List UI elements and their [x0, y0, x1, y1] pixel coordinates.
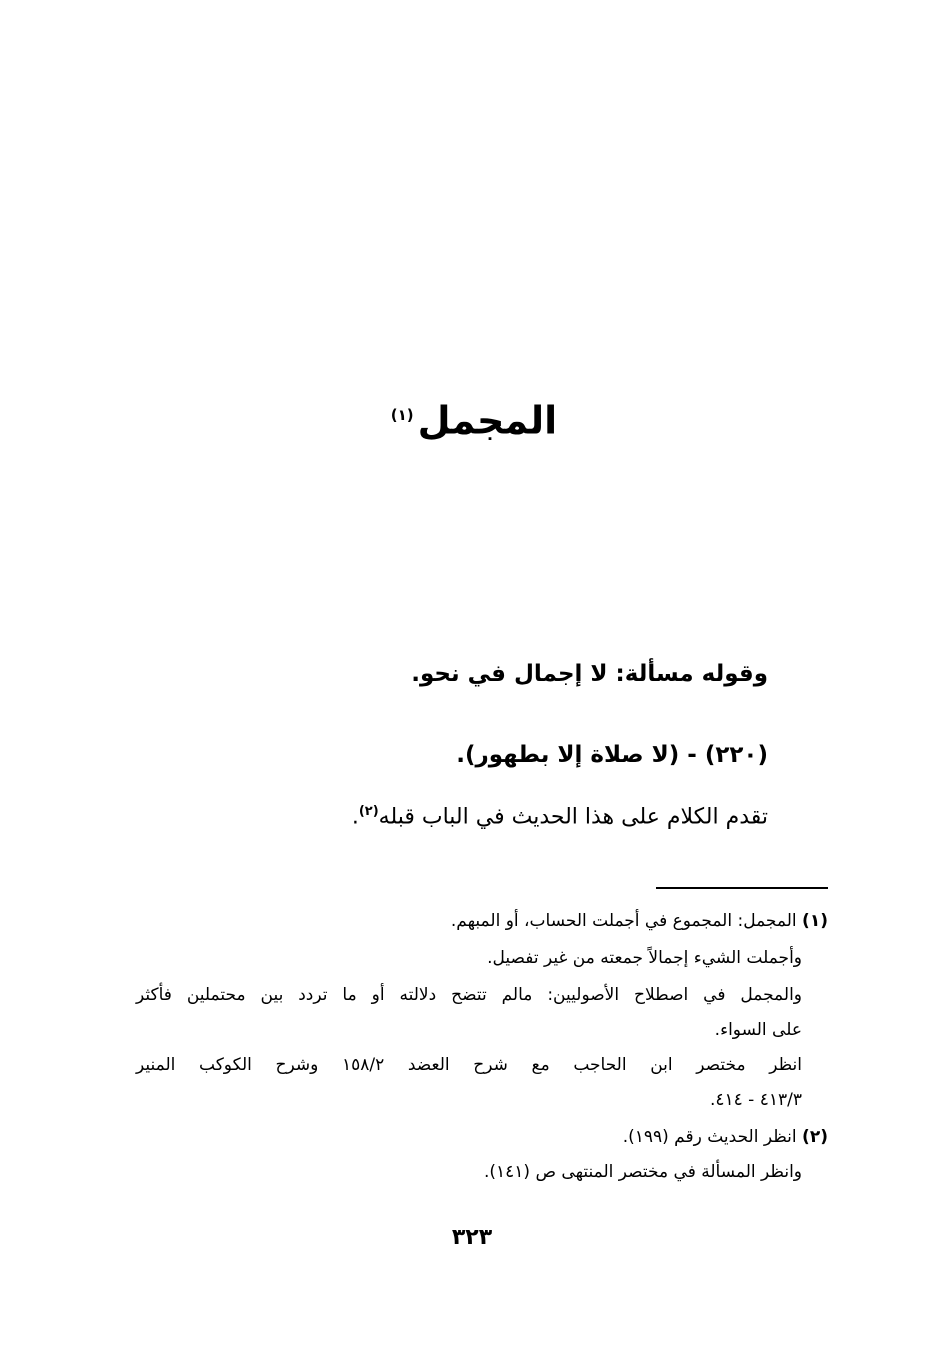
- footnote-2-line-2: وانظر المسألة في مختصر المنتهى ص (١٤١).: [483, 1162, 802, 1182]
- footnote-1-number: (١): [802, 911, 828, 931]
- footnote-1-line-3: والمجمل في اصطلاح الأصوليين: مالم تتضح دلالته أو ما تردد بين محتملين فأكثر: [136, 985, 802, 1005]
- issue-statement: وقوله مسألة: لا إجمال في نحو.: [411, 661, 768, 687]
- commentary-line: [148, 790, 768, 839]
- commentary-text: تقدم الكلام على هذا الحديث في الباب قبله: [378, 804, 768, 830]
- hadith-line: (٢٢٠) - (لا صلاة إلا بطهور).: [456, 742, 768, 768]
- commentary-end: .: [351, 804, 359, 830]
- footnote-1-line-6: ٤١٣/٣ - ٤١٤.: [709, 1090, 802, 1110]
- title-footnote-ref: (١): [390, 406, 414, 424]
- footnote-2-line-1: [128, 1121, 828, 1153]
- footnote-1-line-2: وأجملت الشيء إجمالاً جمعته من غير تفصيل.: [487, 948, 802, 968]
- chapter-title-text: المجمل: [417, 398, 558, 443]
- footnote-2-number: (٢): [802, 1127, 828, 1147]
- footnote-1-line-5: انظر مختصر ابن الحاجب مع شرح العضد ١٥٨/٢ وشرح الكوكب المنير: [136, 1055, 802, 1075]
- page-number: ٣٢٣: [451, 1225, 493, 1250]
- footnote-2-text-1: انظر الحديث رقم (١٩٩).: [622, 1127, 797, 1147]
- commentary-footnote-ref: (٢): [358, 804, 379, 819]
- footnote-1-line-4: على السواء.: [714, 1020, 802, 1040]
- chapter-title: [0, 385, 944, 451]
- footnote-separator: [656, 887, 828, 889]
- footnote-1-text-1: المجمل: المجموع في أجملت الحساب، أو المبهم.: [450, 911, 797, 931]
- footnote-1-line-1: [128, 905, 828, 937]
